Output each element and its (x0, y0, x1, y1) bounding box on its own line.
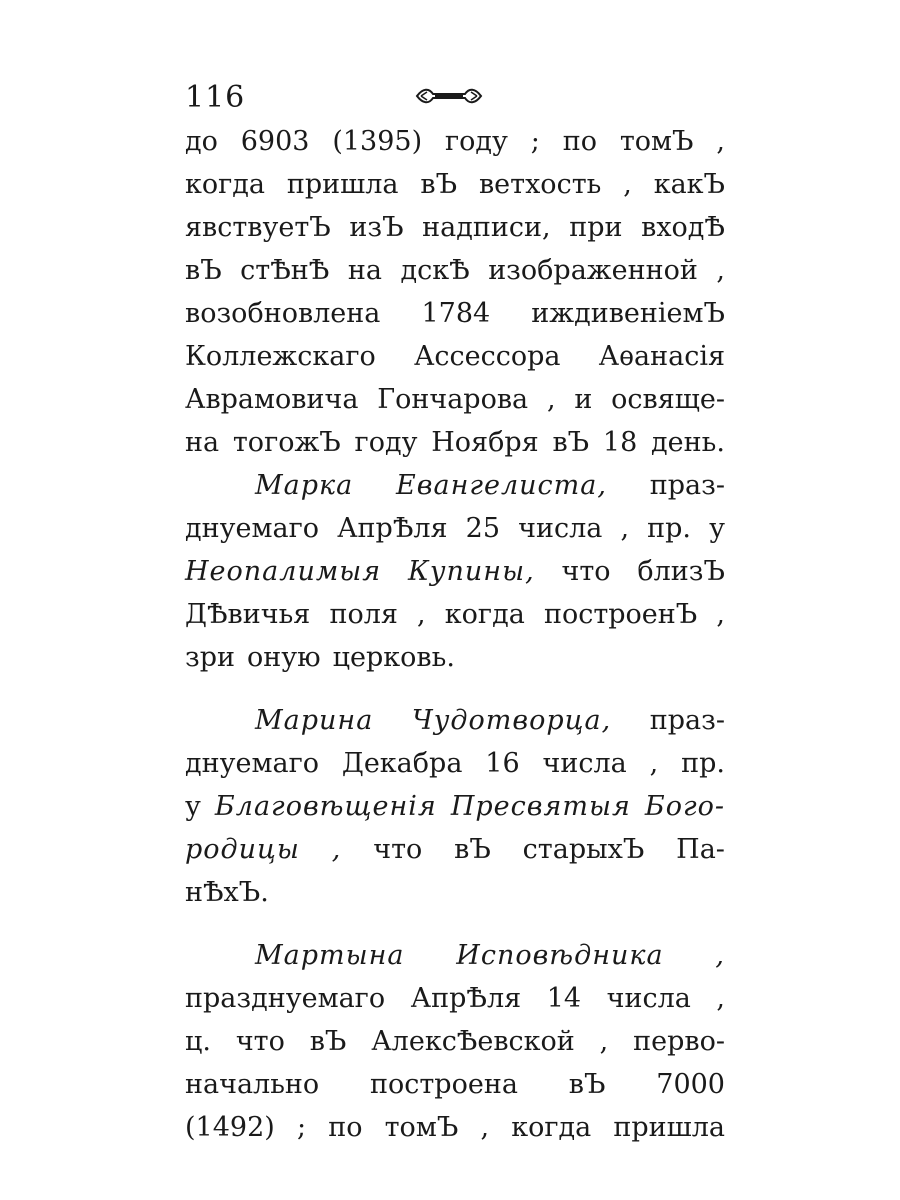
word: 25 (465, 513, 501, 544)
word: вЪ (309, 1026, 347, 1057)
text-line (185, 378, 725, 421)
word: , (716, 126, 725, 157)
word: ; (530, 126, 540, 157)
word: день. (651, 427, 725, 458)
word: когда (511, 1112, 592, 1143)
word: , (716, 255, 725, 286)
word: что (235, 1026, 285, 1057)
word: числа (542, 748, 627, 779)
page-number: 116 (185, 80, 246, 115)
word: ДѢвичья (185, 599, 311, 630)
text-line (185, 120, 725, 163)
word: входѢ (641, 212, 725, 243)
header-ornament-icon (413, 84, 485, 108)
italic-word: , (715, 940, 725, 971)
text-line (185, 699, 725, 742)
text-line (185, 934, 725, 977)
italic-word: Купины, (407, 556, 535, 587)
word: , (546, 384, 556, 415)
word: АпрѢля (337, 513, 448, 544)
text-line (185, 785, 725, 828)
text-line (185, 507, 725, 550)
italic-word: Марка (255, 470, 354, 501)
word: стѢнѢ (240, 255, 330, 286)
word: когда (444, 599, 525, 630)
italic-word: Бого- (644, 791, 725, 822)
italic-word: , (331, 834, 342, 865)
word: ц. (185, 1026, 211, 1057)
word: вЪ (454, 834, 491, 865)
word: что (373, 834, 423, 865)
word: томЪ (384, 1112, 459, 1143)
word: дскѢ (400, 255, 470, 286)
word: Ассессора (413, 341, 561, 372)
word: на (185, 427, 220, 458)
word: АпрѢля (410, 983, 522, 1014)
word: празднуемаго (185, 983, 386, 1014)
word: Гончарова (377, 384, 529, 415)
word: возобновлена (185, 298, 381, 329)
word: , (599, 1026, 609, 1057)
word: Аѳанасія (598, 341, 725, 372)
word: днуемаго (185, 748, 319, 779)
word: по (328, 1112, 363, 1143)
word: пр. (681, 748, 725, 779)
word: Па- (676, 834, 725, 865)
text-body (185, 120, 725, 1149)
text-line (185, 464, 725, 507)
word: днуемаго (185, 513, 319, 544)
word: Декабра (341, 748, 463, 779)
word: у (185, 791, 201, 822)
italic-word: родицы (185, 834, 300, 865)
italic-word: Чудотворца, (411, 705, 612, 736)
text-line (185, 249, 725, 292)
word: начально (185, 1069, 320, 1100)
word: тогожЪ (232, 427, 341, 458)
word: 16 (485, 748, 520, 779)
word: перво- (633, 1026, 725, 1057)
text-line (185, 1106, 725, 1149)
text-line (185, 550, 725, 593)
word: Коллежскаго (185, 341, 376, 372)
italic-word: Мартына (255, 940, 405, 971)
word: году (444, 126, 508, 157)
word: освяще- (611, 384, 725, 415)
word: АлексѢевской (371, 1026, 575, 1057)
word: праз- (649, 705, 725, 736)
italic-word: Марина (255, 705, 374, 736)
text-line (185, 335, 725, 378)
word: иждивеніемЪ (531, 298, 725, 329)
word: явствуетЪ (185, 212, 331, 243)
text-line (185, 636, 725, 679)
word: Ноября (431, 427, 539, 458)
word: построена (370, 1069, 518, 1100)
paragraph-gap (185, 914, 725, 934)
word: числа (518, 513, 603, 544)
text-line (185, 421, 725, 464)
word: 1784 (421, 298, 491, 329)
text-line (185, 871, 725, 914)
word: при (569, 212, 623, 243)
word: когда (185, 169, 265, 200)
word: году (354, 427, 418, 458)
word: на (347, 255, 382, 286)
word: пр. (647, 513, 691, 544)
word: ветхость (478, 169, 602, 200)
text-line (185, 1020, 725, 1063)
word: церковь. (332, 642, 455, 673)
text-line (185, 977, 725, 1020)
word: нѢхЪ. (185, 877, 269, 908)
text-line (185, 828, 725, 871)
word: какЪ (653, 169, 725, 200)
word: оную (247, 642, 321, 673)
text-line (185, 292, 725, 335)
word: вЪ (185, 255, 222, 286)
word: ; (296, 1112, 307, 1143)
word: 18 (602, 427, 638, 458)
word: , (623, 169, 632, 200)
word: изображенной (488, 255, 698, 286)
word: надписи, (422, 212, 551, 243)
word: старыхЪ (522, 834, 645, 865)
word: праз- (649, 470, 725, 501)
text-line (185, 742, 725, 785)
word: построенЪ (543, 599, 698, 630)
italic-word: Благовѣщенія (214, 791, 437, 822)
word: 6903 (240, 126, 310, 157)
word: 14 (546, 983, 582, 1014)
word: , (716, 983, 725, 1014)
italic-word: Исповѣдника (456, 940, 664, 971)
word: и (574, 384, 593, 415)
word: пришла (613, 1112, 725, 1143)
word: , (620, 513, 630, 544)
text-line (185, 163, 725, 206)
word: , (417, 599, 426, 630)
text-line (185, 593, 725, 636)
word: (1492) (185, 1112, 275, 1143)
word: близЪ (637, 556, 725, 587)
word: (1395) (332, 126, 423, 157)
word: , (716, 599, 725, 630)
word: числа (606, 983, 691, 1014)
text-line (185, 206, 725, 249)
paragraph-gap (185, 679, 725, 699)
word: изЪ (349, 212, 404, 243)
italic-word: Евангелиста, (396, 470, 607, 501)
word: вЪ (568, 1069, 606, 1100)
word: томЪ (619, 126, 694, 157)
word: 7000 (656, 1069, 725, 1100)
word: , (480, 1112, 490, 1143)
word: до (185, 126, 218, 157)
page-header (185, 78, 725, 118)
word: по (562, 126, 597, 157)
text-line (185, 1063, 725, 1106)
word: пришла (286, 169, 399, 200)
italic-word: Неопалимыя (185, 556, 382, 587)
word: Аврамовича (185, 384, 359, 415)
word: поля (329, 599, 398, 630)
word: , (649, 748, 659, 779)
word: что (561, 556, 611, 587)
word: зри (185, 642, 236, 673)
word: у (709, 513, 725, 544)
word: вЪ (552, 427, 590, 458)
word: вЪ (420, 169, 458, 200)
italic-word: Пресвятыя (450, 791, 631, 822)
